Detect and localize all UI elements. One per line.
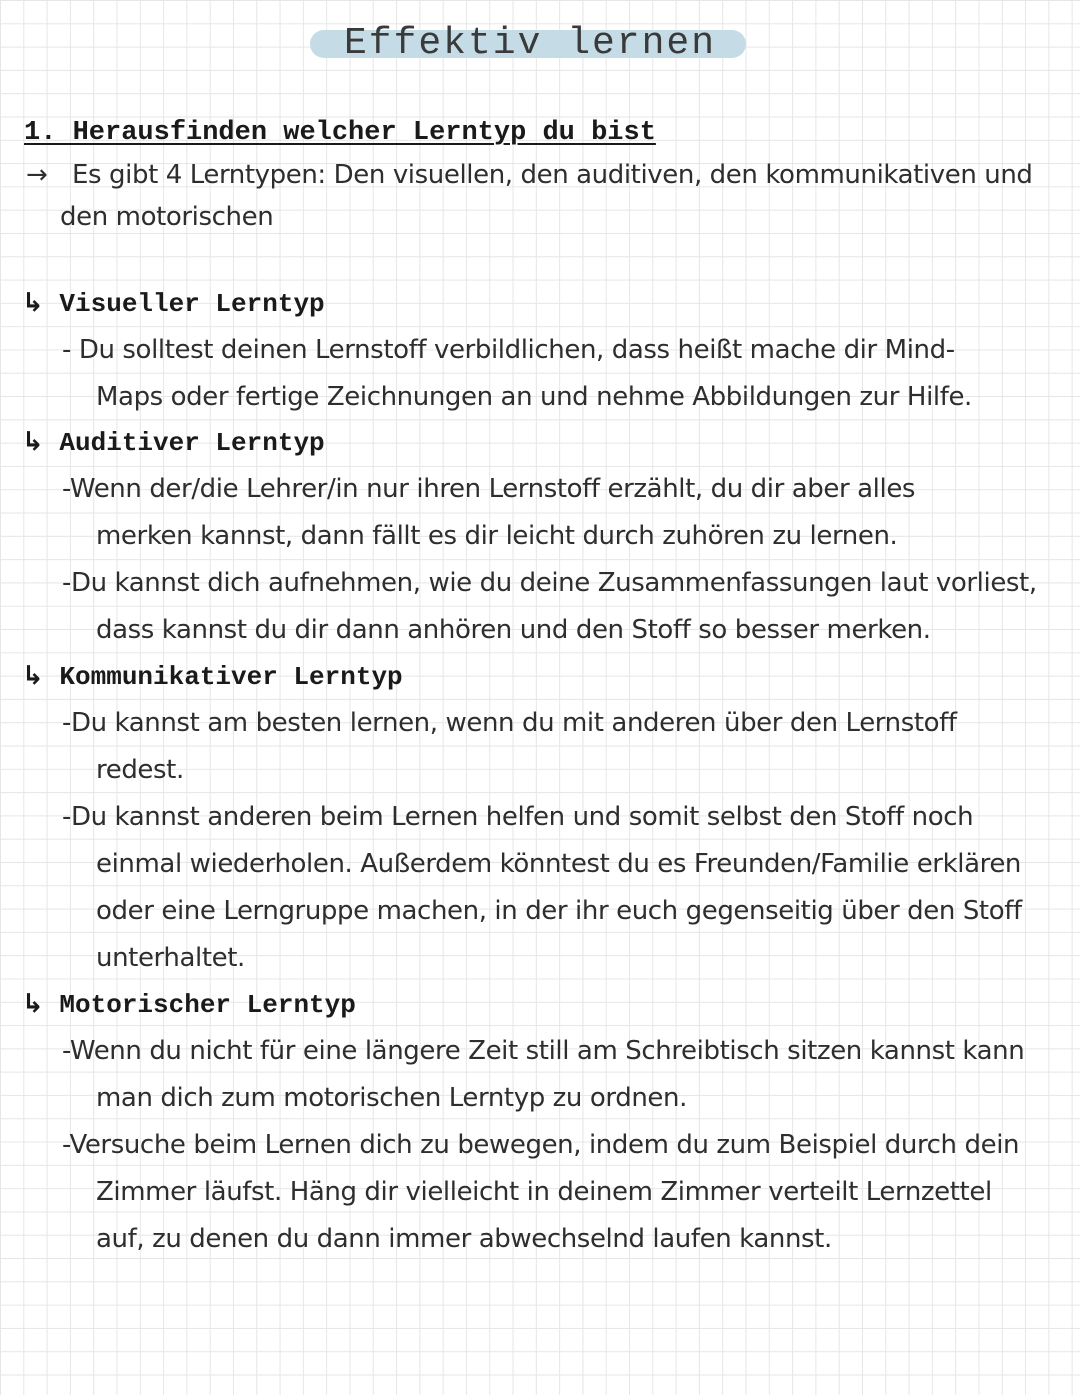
turn-arrow-icon: ↳ — [22, 288, 44, 318]
type-kommunikativ-line: -Du kannst am besten lernen, wenn du mit anderen über den Lernstoff — [62, 708, 957, 738]
turn-arrow-icon: ↳ — [22, 989, 44, 1019]
intro-arrow-icon: → — [26, 160, 48, 190]
type-motorisch-line: auf, zu denen du dann immer abwechselnd laufen kannst. — [96, 1224, 832, 1254]
turn-arrow-icon: ↳ — [22, 427, 44, 457]
type-kommunikativ-heading — [22, 661, 403, 692]
type-auditiv-line: -Wenn der/die Lehrer/in nur ihren Lernstoff erzählt, du dir aber alles — [62, 474, 916, 504]
type-motorisch-heading — [22, 989, 356, 1020]
type-auditiv-line: dass kannst du dir dann anhören und den Stoff so besser merken. — [96, 615, 931, 645]
type-visuell-line: Maps oder fertige Zeichnungen an und nehme Abbildungen zur Hilfe. — [96, 382, 972, 412]
type-visuell-line: - Du solltest deinen Lernstoff verbildlichen, dass heißt mache dir Mind- — [62, 335, 955, 365]
type-kommunikativ-line: redest. — [96, 755, 184, 785]
type-visuell-heading — [22, 288, 325, 319]
turn-arrow-icon: ↳ — [22, 661, 44, 691]
intro-line-2: den motorischen — [60, 202, 274, 232]
type-auditiv-line: -Du kannst dich aufnehmen, wie du deine Zusammenfassungen laut vorliest, — [62, 568, 1037, 598]
type-motorisch-line: man dich zum motorischen Lerntyp zu ordnen. — [96, 1083, 687, 1113]
intro-line-1: Es gibt 4 Lerntypen: Den visuellen, den auditiven, den kommunikativen und — [72, 160, 1033, 190]
type-kommunikativ-line: -Du kannst anderen beim Lernen helfen und somit selbst den Stoff noch — [62, 802, 974, 832]
type-motorisch-title: Motorischer Lerntyp — [59, 990, 356, 1020]
type-motorisch-line: -Wenn du nicht für eine längere Zeit still am Schreibtisch sitzen kannst kann — [62, 1036, 1025, 1066]
section-heading: 1. Herausfinden welcher Lerntyp du bist — [24, 118, 656, 148]
page-title-block — [310, 24, 750, 64]
type-motorisch-line: Zimmer läufst. Häng dir vielleicht in deinem Zimmer verteilt Lernzettel — [96, 1177, 992, 1207]
type-kommunikativ-line: unterhaltet. — [96, 943, 245, 973]
type-motorisch-line: -Versuche beim Lernen dich zu bewegen, indem du zum Beispiel durch dein — [62, 1130, 1020, 1160]
type-auditiv-line: merken kannst, dann fällt es dir leicht durch zuhören zu lernen. — [96, 521, 898, 551]
type-auditiv-heading — [22, 427, 325, 458]
page-title: Effektiv lernen — [343, 22, 717, 65]
type-visuell-title: Visueller Lerntyp — [59, 289, 325, 319]
type-kommunikativ-line: oder eine Lerngruppe machen, in der ihr euch gegenseitig über den Stoff — [96, 896, 1022, 926]
type-kommunikativ-title: Kommunikativer Lerntyp — [59, 662, 403, 692]
type-kommunikativ-line: einmal wiederholen. Außerdem könntest du es Freunden/Familie erklären — [96, 849, 1022, 879]
type-auditiv-title: Auditiver Lerntyp — [59, 428, 325, 458]
